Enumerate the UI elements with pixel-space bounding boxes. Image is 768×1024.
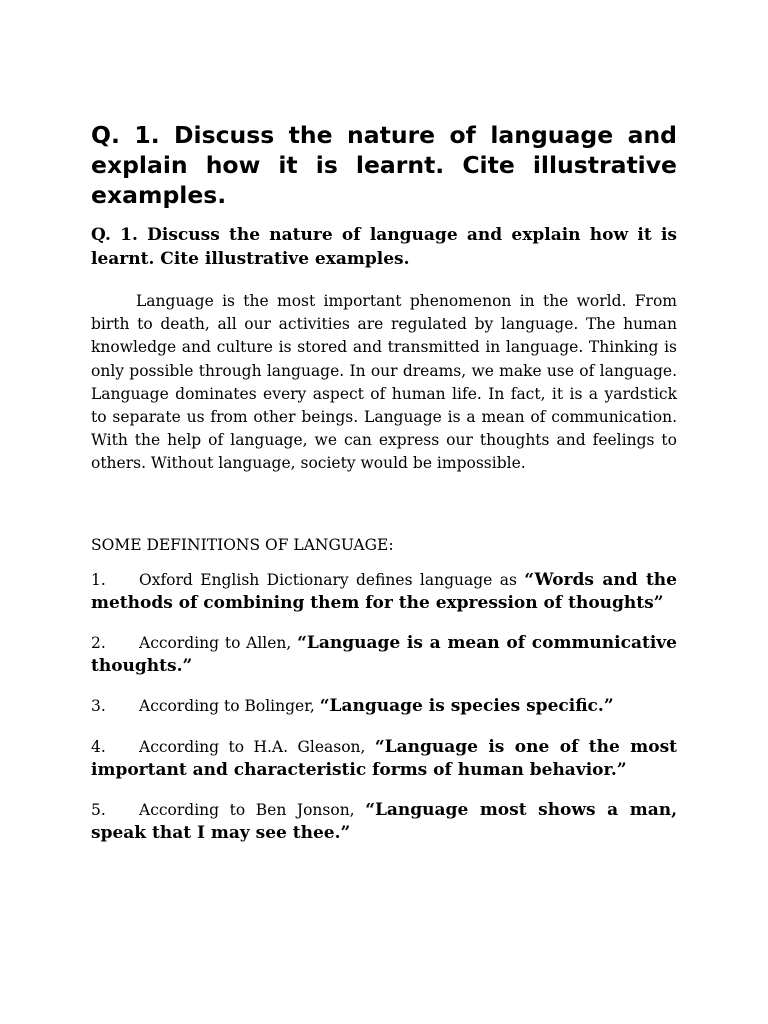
definition-number: 4. bbox=[91, 737, 106, 756]
definition-lead: According to Ben Jonson, bbox=[139, 801, 366, 820]
intro-paragraph: Language is the most important phenomenon in the world. From birth to death, all our activities are regulated by language. The human knowledge and culture is stored and transmitted in language. Thinking is only possible through language. In our dreams, we make use of language. Language dominates every aspect of human life. In fact, it is a yardstick to separate us from other beings. Language is a mean of communication. With the help of language, we can express our thoughts and feelings to others. Without language, society would be impossible. bbox=[91, 292, 677, 473]
definition-lead: According to H.A. Gleason, bbox=[139, 737, 375, 756]
definition-item bbox=[91, 632, 677, 678]
question-heading: Q. 1. Discuss the nature of language and explain how it is learnt. Cite illustrative examples. bbox=[91, 225, 677, 269]
definition-lead: According to Allen, bbox=[139, 634, 298, 653]
definition-lead: Oxford English Dictionary defines language as bbox=[139, 570, 525, 589]
definition-quote: “Words and the methods of combining them for the expression of thoughts” bbox=[91, 569, 677, 613]
definition-number: 5. bbox=[91, 801, 106, 820]
definitions-heading: SOME DEFINITIONS OF LANGUAGE: bbox=[91, 535, 394, 554]
definition-lead: According to Bolinger, bbox=[139, 697, 320, 716]
definition-item bbox=[91, 799, 677, 845]
definition-item bbox=[91, 736, 677, 782]
definition-number: 1. bbox=[91, 570, 106, 589]
document-page bbox=[91, 120, 677, 862]
definition-quote: “Language most shows a man, speak that I may see thee.” bbox=[91, 800, 678, 844]
definition-number: 2. bbox=[91, 634, 106, 653]
definition-item bbox=[91, 569, 677, 615]
definition-number: 3. bbox=[91, 697, 106, 716]
definition-quote: “Language is a mean of communicative thoughts.” bbox=[91, 633, 677, 677]
definition-quote: “Language is one of the most important and characteristic forms of human behavior.” bbox=[91, 736, 677, 780]
definition-quote: “Language is species specific.” bbox=[319, 696, 614, 717]
main-heading: Q. 1. Discuss the nature of language and explain how it is learnt. Cite illustrative examples. bbox=[91, 121, 677, 209]
definition-item bbox=[91, 695, 677, 718]
